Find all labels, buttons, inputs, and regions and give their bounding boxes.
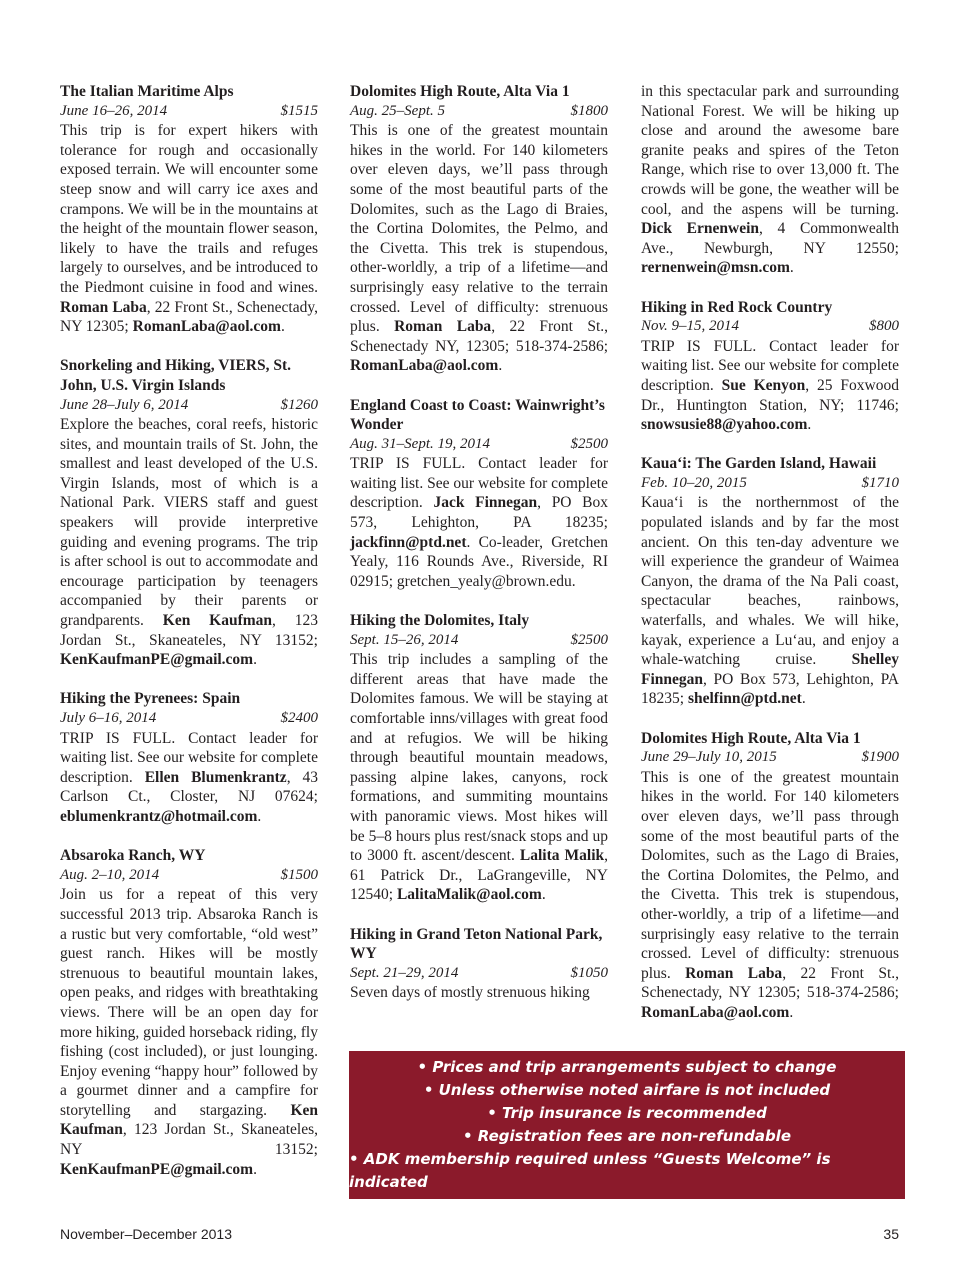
trip-dates: Aug. 31–Sept. 19, 2014 [350, 435, 490, 452]
trip-leader: Sue Kenyon [721, 376, 806, 394]
trip-meta [641, 748, 899, 768]
trip-title: England Coast to Coast: Wainwright’s Wonder [350, 396, 605, 434]
trip-email: LalitaMalik@aol.com [396, 886, 542, 904]
trip-email: shelfinn@ptd.net [687, 690, 802, 708]
trip-text: This trip is for expert hikers with tolerance for rough and occasionally exposed terrain. We will encounter some steep snow and will carry ice axes and crampons. We will be in the mountains at the height of the mountain flower season, likely to have the trails and refuges largely to ourselves, and be introduced to the Piedmont cuisine in food and wines. [60, 122, 318, 296]
trip-listing [641, 454, 899, 709]
trip-dates: Nov. 9–15, 2014 [641, 318, 740, 335]
notice-line: • Registration fees are non-refundable [463, 1127, 791, 1145]
trip-meta [60, 866, 318, 886]
trip-description [350, 121, 608, 376]
trip-listing [60, 82, 318, 337]
trip-description [60, 885, 318, 1179]
trip-text: TRIP IS FULL. Contact leader for waiting list. See our website for complete description. [641, 337, 899, 394]
trip-title: The Italian Maritime Alps [60, 83, 234, 100]
trip-description [60, 415, 318, 670]
notice-box [349, 1051, 905, 1199]
trip-description [641, 82, 899, 278]
trip-after: . [498, 357, 503, 375]
trip-text: TRIP IS FULL. Contact leader for waiting list. See our website for complete description. [350, 455, 608, 512]
trip-leader: Dick Ernenwein [641, 220, 760, 238]
trip-title: Hiking the Dolomites, Italy [350, 612, 530, 630]
trip-after: . [253, 651, 257, 669]
trip-price: $1710 [861, 474, 899, 491]
trip-dates: June 28–July 6, 2014 [60, 396, 189, 413]
trip-price: $1800 [570, 102, 608, 119]
trip-after: . [789, 1003, 794, 1021]
trip-listing [350, 396, 608, 592]
notice-line: • ADK membership required unless “Guests Welcome” is indicated [349, 1150, 831, 1191]
trip-contact: , 123 Jordan St., Skaneateles, NY 13152; [60, 1121, 318, 1159]
trip-price: $1260 [280, 396, 318, 413]
trip-listing [641, 729, 899, 1023]
notice-line: • Unless otherwise noted airfare is not included [423, 1081, 831, 1099]
trip-contact: , 25 Foxwood Dr., Huntington Station, NY; 11746; [641, 376, 899, 414]
trip-meta [641, 474, 899, 494]
trip-leader: Jack Finnegan [433, 494, 538, 512]
trip-title: Hiking the Pyrenees: Spain [60, 690, 241, 708]
trip-description [60, 121, 318, 337]
trip-contact: , 22 Front St., Schenectady NY, 12305; 518-374-2586; [350, 318, 608, 355]
trip-listing [60, 356, 318, 670]
trip-leader: Ken Kaufman [60, 1101, 318, 1139]
trip-leader: Roman Laba [60, 298, 147, 316]
trip-listing [350, 611, 608, 905]
trip-email: RomanLaba@aol.com [350, 357, 499, 375]
trip-meta [350, 631, 608, 651]
trip-email: rernenwein@msn.com [641, 259, 790, 277]
trip-contact: , 4 Commonwealth Ave., Newburgh, NY 12550; [641, 220, 899, 257]
trip-listing [60, 846, 318, 1179]
trip-meta [350, 102, 608, 122]
trip-contact: , 61 Patrick Dr., LaGrangeville, NY 12540; [350, 847, 608, 904]
trip-after: . [801, 690, 806, 708]
trip-dates: Sept. 21–29, 2014 [350, 964, 459, 981]
trip-price: $2500 [570, 435, 608, 452]
trip-text: Join us for a repeat of this very successful 2013 trip. Absaroka Ranch is a rustic but very comfortable, “old west” guest ranch. Hikes will be mostly strenuous to beautiful mountain lakes, open peaks, and ridges with breathtaking views. There will be an open day for more hiking, guided horseback riding, fly fishing (cost included), or just lounging. Enjoy evening “happy hour” followed by a gourmet dinner and a campfire for storytelling and stargazing. [60, 886, 318, 1119]
trip-dates: July 6–16, 2014 [60, 710, 157, 726]
trip-meta [60, 396, 318, 416]
trip-after: . [253, 1160, 257, 1178]
trip-after: . Co-leader, Gretchen Yealy, 116 Rounds Ave., Riverside, RI 02915; gretchen_yealy@brown.edu. [350, 533, 608, 590]
trip-after: . [280, 318, 285, 336]
trip-leader: Roman Laba [394, 318, 492, 336]
trip-text: Seven days of mostly strenuous hiking [350, 984, 590, 1002]
notice-line: • Trip insurance is recommended [487, 1104, 767, 1122]
trip-description [350, 983, 608, 1003]
trip-email: snowsusie88@yahoo.com [641, 416, 808, 434]
trip-description [350, 650, 608, 905]
trip-dates: Feb. 10–20, 2015 [641, 474, 747, 491]
trip-email: RomanLaba@aol.com [641, 1003, 790, 1021]
trip-email: KenKaufmanPE@gmail.com [60, 651, 254, 669]
trip-after: . [257, 807, 262, 825]
trip-price: $2400 [280, 710, 318, 726]
trip-title: Hiking in Red Rock Country [641, 298, 833, 316]
trip-meta [60, 102, 318, 122]
trip-meta [60, 709, 318, 729]
trip-contact: , 22 Front St., Schenectady, NY 12305; [60, 298, 318, 336]
trip-title: Snorkeling and Hiking, VIERS, St. John, U.S. Virgin Islands [60, 357, 292, 394]
trip-text: This trip includes a sampling of the different areas that have made the Dolomites famous. We will be staying at comfortable inns/villages with great food and at refugios. We will be hiking through beautiful mountain meadows, passing alpine lakes, canyons, rock formations, and summiting mountains with panoramic views. Most hikes will be 5–8 hours plus rest/snack stops and up to 3000 ft. ascent/descent. [350, 651, 608, 865]
trip-listing [641, 298, 899, 435]
trip-text: This is one of the greatest mountain hikes in the world. For 140 kilometers over eleven days, we’ll pass through some of the most beautiful parts of the Dolomites, such as the Lago di Braies, the Cortina Dolomites, the Pelmo, and the Civetta. This trek is stupendous, other-worldly, a trip of a lifetime—and surprisingly easy relative to the terrain crossed. Level of difficulty: strenuous plus. [641, 768, 899, 982]
trip-text: Kaua‘i is the northernmost of the populated islands and by far the most ancient. On this ten-day adventure we will experience the grandeur of Waimea Canyon, the drama of the Na Pali coast, spectacular beaches, rainbows, waterfalls, and whales. We will hike, kayak, experience a Lu‘au, and enjoy a whale-watching cruise. [641, 494, 899, 669]
trip-title: Kaua‘i: The Garden Island, Hawaii [641, 455, 877, 473]
trip-dates: June 29–July 10, 2015 [641, 749, 777, 766]
trip-meta [641, 317, 899, 337]
trip-email: jackfinn@ptd.net [350, 533, 467, 551]
trip-title: Dolomites High Route, Alta Via 1 [641, 729, 861, 747]
trip-description [60, 729, 318, 827]
trip-after: . [789, 259, 794, 277]
trip-contact: , PO Box 573, Lehighton, PA 18235; [641, 670, 899, 708]
trip-title: Dolomites High Route, Alta Via 1 [350, 83, 570, 100]
trip-description [641, 493, 899, 709]
trip-price: $1500 [280, 866, 318, 883]
trip-meta [350, 435, 608, 455]
trip-after: . [541, 886, 546, 904]
trip-leader: Lalita Malik [519, 847, 605, 865]
trip-price: $1515 [280, 102, 318, 119]
trip-contact: , 43 Carlson Ct., Closter, NJ 07624; [60, 768, 319, 806]
trip-dates: June 16–26, 2014 [60, 102, 168, 119]
trip-dates: Aug. 2–10, 2014 [60, 866, 160, 883]
trip-price: $800 [869, 318, 899, 335]
trip-listing [641, 82, 899, 278]
trip-description [641, 337, 899, 435]
trip-dates: Aug. 25–Sept. 5 [350, 102, 445, 119]
notice-line: • Prices and trip arrangements subject to change [417, 1058, 837, 1076]
trip-after: . [807, 416, 812, 434]
trip-description [641, 768, 899, 1023]
trip-listing [60, 689, 318, 826]
trip-contact: , 22 Front St., Schenectady, NY 12305; 518-374-2586; [641, 964, 899, 1002]
trip-listing [350, 925, 608, 1003]
trip-contact: , 123 Jordan St., Skaneateles, NY 13152; [60, 612, 319, 649]
trip-price: $1050 [570, 964, 608, 981]
trip-contact: , PO Box 573, Lehighton, PA 18235; [350, 494, 609, 532]
trip-leader: Roman Laba [685, 964, 783, 982]
trip-email: eblumenkrantz@hotmail.com [60, 807, 258, 825]
trip-text: This is one of the greatest mountain hikes in the world. For 140 kilometers over eleven days, we’ll pass through some of the most beautiful parts of the Dolomites, such as the Lago di Braies, the Cortina Dolomites, the Pelmo, and the Civetta. This trek is stupendous, other-worldly, a trip of a lifetime—and surprisingly easy relative to the terrain crossed. Level of difficulty: strenuous plus. [350, 122, 608, 336]
trip-leader: Ellen Blumenkrantz [144, 768, 287, 786]
trip-price: $1900 [861, 749, 899, 766]
trip-text: in this spectacular park and surrounding National Forest. We will be hiking up close and around the awesome bare granite peaks and spires of the Teton Range, which rise to over 13,000 ft. The crowds will be gone, the weather will be cool, and the aspens will be turning. [641, 83, 899, 218]
column-3 [641, 82, 899, 1042]
trip-listing [350, 82, 608, 376]
trip-text: TRIP IS FULL. Contact leader for waiting list. See our website for complete description. [60, 729, 318, 786]
trip-dates: Sept. 15–26, 2014 [350, 631, 459, 648]
column-2 [350, 82, 608, 1023]
page-number: 35 [883, 1226, 899, 1242]
trip-email: KenKaufmanPE@gmail.com [60, 1160, 254, 1178]
trip-email: RomanLaba@aol.com [132, 318, 281, 336]
trip-title: Absaroka Ranch, WY [60, 847, 206, 865]
trip-title: Hiking in Grand Teton National Park, WY [350, 925, 603, 963]
column-1 [60, 82, 318, 1199]
footer-issue: November–December 2013 [60, 1226, 232, 1242]
trip-leader: Shelley Finnegan [641, 651, 899, 688]
trip-meta [350, 964, 608, 984]
trip-price: $2500 [570, 631, 608, 648]
trip-text: Explore the beaches, coral reefs, historic sites, and mountain trails of St. John, the smallest and least developed of the U.S. Virgin Islands, most of which is a National Park. VIERS staff and guest speakers will provide interpretive guiding and evening programs. The trip is after school is out to accommodate and encourage participation by teenagers accompanied by their parents or grandparents. [60, 416, 318, 630]
trip-leader: Ken Kaufman [162, 612, 273, 630]
trip-description [350, 454, 608, 591]
